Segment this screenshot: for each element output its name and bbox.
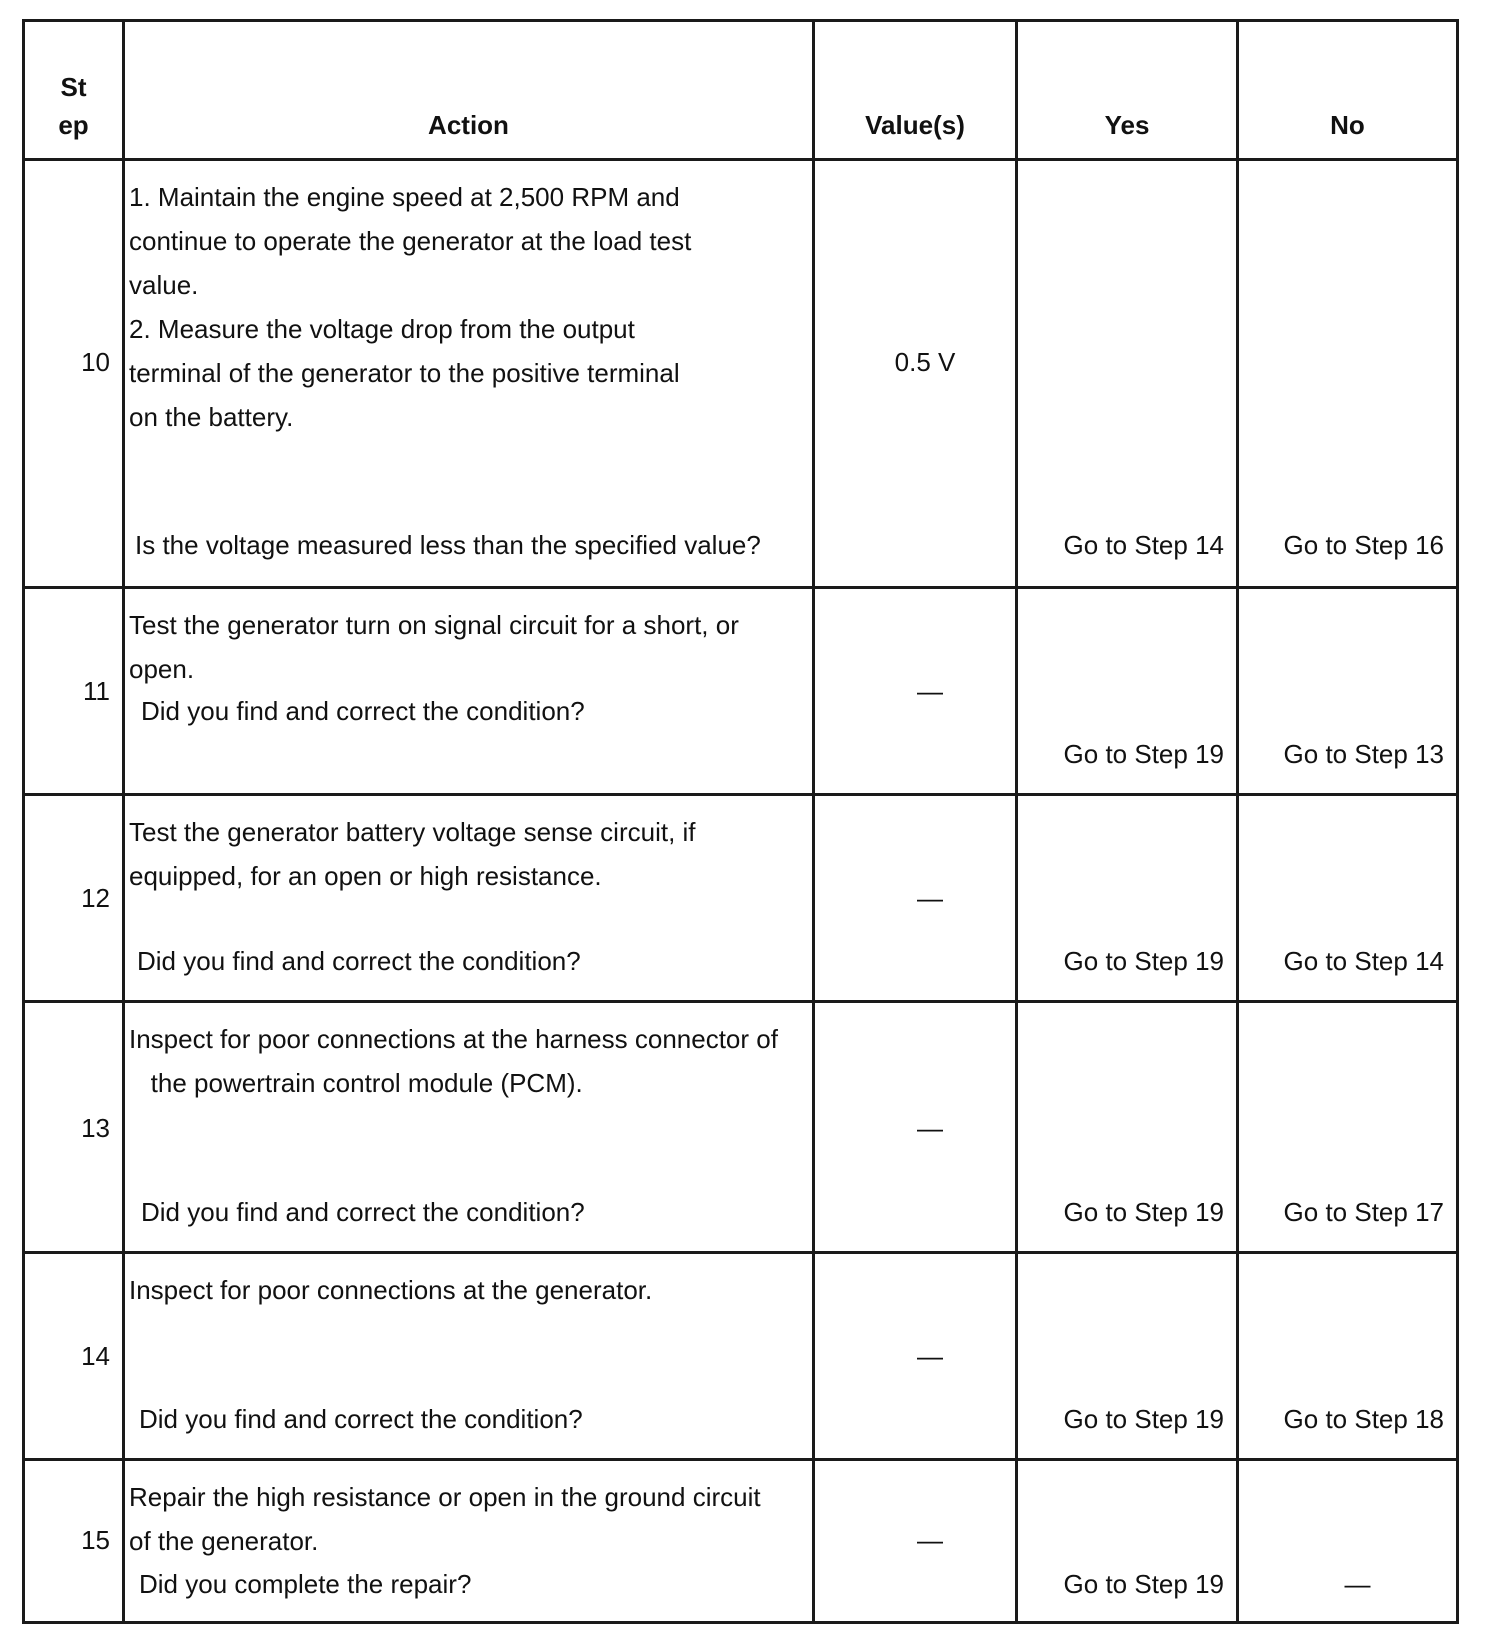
action-question: Did you find and correct the condition? — [137, 946, 581, 976]
table-row — [24, 588, 1458, 795]
action-question: Is the voltage measured less than the specified value? — [135, 530, 761, 560]
value-text: — — [917, 1525, 943, 1555]
action-text: Test the generator battery voltage sense circuit, if equipped, for an open or high resistance. — [129, 817, 696, 891]
no-text: Go to Step 17 — [1283, 1197, 1444, 1227]
value-text: — — [917, 1341, 943, 1371]
no-cell — [1238, 1253, 1458, 1460]
action-question: Did you find and correct the condition? — [141, 696, 585, 726]
value-cell — [814, 1253, 1017, 1460]
step-number: 11 — [83, 676, 110, 706]
action-cell — [124, 1002, 814, 1253]
step-number: 14 — [81, 1341, 110, 1371]
action-cell — [124, 1253, 814, 1460]
header-yes: Yes — [1017, 21, 1238, 160]
action-text: Inspect for poor connections at the generator. — [129, 1275, 653, 1305]
table-row — [24, 1253, 1458, 1460]
no-text: Go to Step 16 — [1283, 530, 1444, 560]
table-row — [24, 795, 1458, 1002]
value-cell — [814, 1460, 1017, 1623]
no-cell — [1238, 160, 1458, 588]
action-cell — [124, 795, 814, 1002]
yes-cell — [1017, 1002, 1238, 1253]
step-cell — [24, 795, 124, 1002]
yes-cell — [1017, 1253, 1238, 1460]
yes-text: Go to Step 19 — [1063, 1197, 1224, 1227]
no-cell — [1238, 1460, 1458, 1623]
no-text: Go to Step 13 — [1283, 739, 1444, 769]
diagnostic-table — [22, 19, 1459, 1624]
value-cell — [814, 1002, 1017, 1253]
yes-cell — [1017, 1460, 1238, 1623]
action-text: Test the generator turn on signal circuit for a short, or open. — [129, 610, 739, 684]
action-question: Did you find and correct the condition? — [139, 1404, 583, 1434]
step-cell — [24, 1002, 124, 1253]
step-cell — [24, 1253, 124, 1460]
yes-cell — [1017, 795, 1238, 1002]
action-cell — [124, 1460, 814, 1623]
action-question: Did you complete the repair? — [139, 1569, 472, 1599]
value-text: — — [917, 883, 943, 913]
step-cell — [24, 588, 124, 795]
yes-text: Go to Step 19 — [1063, 946, 1224, 976]
value-cell — [814, 160, 1017, 588]
header-row — [24, 21, 1458, 160]
no-text: Go to Step 14 — [1283, 946, 1444, 976]
yes-text: Go to Step 19 — [1063, 1404, 1224, 1434]
header-values: Value(s) — [814, 21, 1017, 160]
value-text: 0.5 V — [894, 347, 956, 377]
step-number: 12 — [81, 883, 110, 913]
table-row — [24, 160, 1458, 588]
step-number: 15 — [81, 1525, 110, 1555]
action-cell — [124, 160, 814, 588]
no-cell — [1238, 795, 1458, 1002]
action-text: Repair the high resistance or open in the ground circuit of the generator. — [129, 1482, 761, 1556]
yes-cell — [1017, 160, 1238, 588]
yes-cell — [1017, 588, 1238, 795]
value-text: — — [917, 676, 943, 706]
header-step: St ep — [24, 21, 124, 160]
value-text: — — [917, 1113, 943, 1143]
no-text: Go to Step 18 — [1283, 1404, 1444, 1434]
no-cell — [1238, 588, 1458, 795]
step-number: 13 — [81, 1113, 110, 1143]
yes-text: Go to Step 19 — [1063, 739, 1224, 769]
no-cell — [1238, 1002, 1458, 1253]
yes-text: Go to Step 19 — [1063, 1569, 1224, 1599]
header-no: No — [1238, 21, 1458, 160]
header-action: Action — [124, 21, 814, 160]
action-cell — [124, 588, 814, 795]
step-cell — [24, 1460, 124, 1623]
step-number: 10 — [81, 347, 110, 377]
value-cell — [814, 588, 1017, 795]
action-question: Did you find and correct the condition? — [141, 1197, 585, 1227]
step-cell — [24, 160, 124, 588]
no-text: — — [1344, 1569, 1371, 1599]
value-cell — [814, 795, 1017, 1002]
table-row — [24, 1460, 1458, 1623]
action-text: Inspect for poor connections at the harness connector of the powertrain control module (PCM). — [129, 1024, 778, 1098]
action-text: 1. Maintain the engine speed at 2,500 RPM and continue to operate the generator at the load test value. 2. Measure the voltage drop from the output terminal of the generator to the positive terminal on the battery. — [129, 182, 692, 432]
table-row — [24, 1002, 1458, 1253]
yes-text: Go to Step 14 — [1063, 530, 1224, 560]
